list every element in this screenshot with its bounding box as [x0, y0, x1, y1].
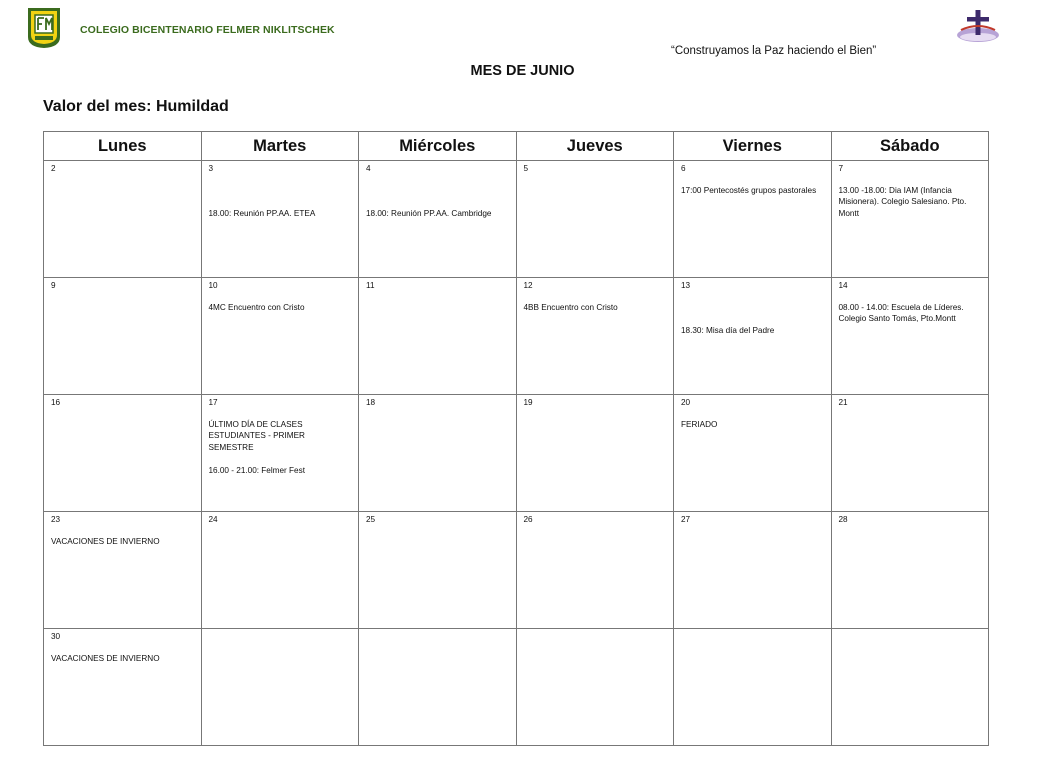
day-number: 23: [51, 515, 61, 524]
day-number: 18: [366, 398, 376, 407]
day-number: 7: [838, 164, 844, 173]
day-number: 26: [523, 515, 533, 524]
school-name: COLEGIO BICENTENARIO FELMER NIKLITSCHEK: [80, 24, 335, 36]
day-number: 17: [208, 398, 218, 407]
day-number: 2: [51, 164, 56, 173]
value-of-month: Valor del mes: Humildad: [43, 98, 229, 115]
day-number: 24: [208, 515, 218, 524]
day-number: 4: [366, 164, 371, 173]
day-number: 10: [208, 281, 218, 290]
day-number: 6: [681, 164, 686, 173]
calendar-event: 08.00 - 14.00: Escuela de Líderes. Colegio Santo Tomás, Pto.Montt: [838, 302, 964, 323]
day-header: Miércoles: [359, 132, 517, 161]
calendar-day-cell: [44, 629, 202, 746]
calendar-day-cell: [831, 512, 989, 629]
calendar-day-cell: [44, 395, 202, 512]
cross-emblem-icon: [955, 8, 1001, 46]
calendar-event: 4MC Encuentro con Cristo: [208, 302, 305, 312]
day-number: 12: [523, 281, 533, 290]
day-number: 25: [366, 515, 376, 524]
calendar-day-cell: [674, 278, 832, 395]
calendar-event: 17:00 Pentecostés grupos pastorales: [681, 185, 817, 195]
calendar-day-cell: [516, 395, 674, 512]
calendar-event: FERIADO: [681, 419, 718, 429]
calendar-event: VACACIONES DE INVIERNO: [51, 536, 160, 546]
calendar-week-row: [44, 395, 989, 512]
calendar-day-cell: [831, 395, 989, 512]
day-number: 14: [838, 281, 848, 290]
calendar-day-cell: [674, 161, 832, 278]
day-number: 3: [208, 164, 214, 173]
calendar-event: 16.00 - 21.00: Felmer Fest: [208, 466, 305, 475]
calendar-day-cell: [674, 395, 832, 512]
calendar-day-cell: [44, 512, 202, 629]
calendar-week-row: [44, 512, 989, 629]
day-number: 20: [681, 398, 691, 407]
day-header: Viernes: [674, 132, 832, 161]
calendar-week-row: [44, 629, 989, 746]
calendar-day-cell: [674, 629, 832, 746]
calendar-event: [366, 185, 509, 197]
day-header: Jueves: [516, 132, 674, 161]
day-number: 21: [838, 398, 848, 407]
calendar-day-cell: [44, 161, 202, 278]
day-number: 13: [681, 281, 691, 290]
day-header: Martes: [201, 132, 359, 161]
calendar-event: [681, 302, 824, 314]
calendar-event: 18.30: Misa día del Padre: [681, 326, 775, 335]
day-number: 5: [523, 164, 529, 173]
motto: “Construyamos la Paz haciendo el Bien”: [671, 45, 877, 57]
calendar-week-row: [44, 161, 989, 278]
calendar-day-cell: [201, 395, 359, 512]
calendar-week-row: [44, 278, 989, 395]
calendar-day-cell: [201, 512, 359, 629]
school-crest-icon: [27, 7, 61, 49]
day-number: 9: [51, 281, 56, 290]
day-number: 11: [366, 281, 375, 290]
day-number: 27: [681, 515, 691, 524]
calendar-header-row: [44, 132, 989, 161]
calendar-event: [209, 185, 352, 197]
calendar-day-cell: [831, 161, 989, 278]
calendar-event: 13.00 -18.00: Dia IAM (Infancia Misionera). Colegio Salesiano. Pto. Montt: [838, 185, 967, 218]
day-number: 28: [838, 515, 848, 524]
day-header: Lunes: [44, 132, 202, 161]
calendar-day-cell: [516, 512, 674, 629]
calendar-day-cell: [516, 278, 674, 395]
day-header: Sábado: [831, 132, 989, 161]
calendar-day-cell: [359, 278, 517, 395]
calendar-event: 18.00: Reunión PP.AA. ETEA: [208, 209, 316, 218]
day-number: 30: [51, 632, 61, 641]
day-number: 19: [523, 398, 533, 407]
calendar-day-cell: [359, 512, 517, 629]
calendar-day-cell: [44, 278, 202, 395]
calendar-event: ÚLTIMO DÍA DE CLASES ESTUDIANTES - PRIMER SEMESTRE: [208, 419, 305, 452]
calendar-day-cell: [831, 278, 989, 395]
calendar-day-cell: [359, 161, 517, 278]
calendar-day-cell: [359, 395, 517, 512]
calendar-day-cell: [831, 629, 989, 746]
calendar-day-cell: [359, 629, 517, 746]
calendar-day-cell: [516, 629, 674, 746]
calendar-day-cell: [201, 161, 359, 278]
calendar-day-cell: [516, 161, 674, 278]
page-title: MES DE JUNIO: [470, 63, 575, 79]
calendar-day-cell: [201, 278, 359, 395]
calendar-event: 4BB Encuentro con Cristo: [523, 302, 618, 312]
calendar-event: 18.00: Reunión PP.AA. Cambridge: [366, 209, 492, 218]
calendar-day-cell: [201, 629, 359, 746]
calendar-day-cell: [674, 512, 832, 629]
day-number: 16: [51, 398, 61, 407]
calendar-event: VACACIONES DE INVIERNO: [51, 653, 160, 663]
calendar-table: [43, 131, 989, 746]
